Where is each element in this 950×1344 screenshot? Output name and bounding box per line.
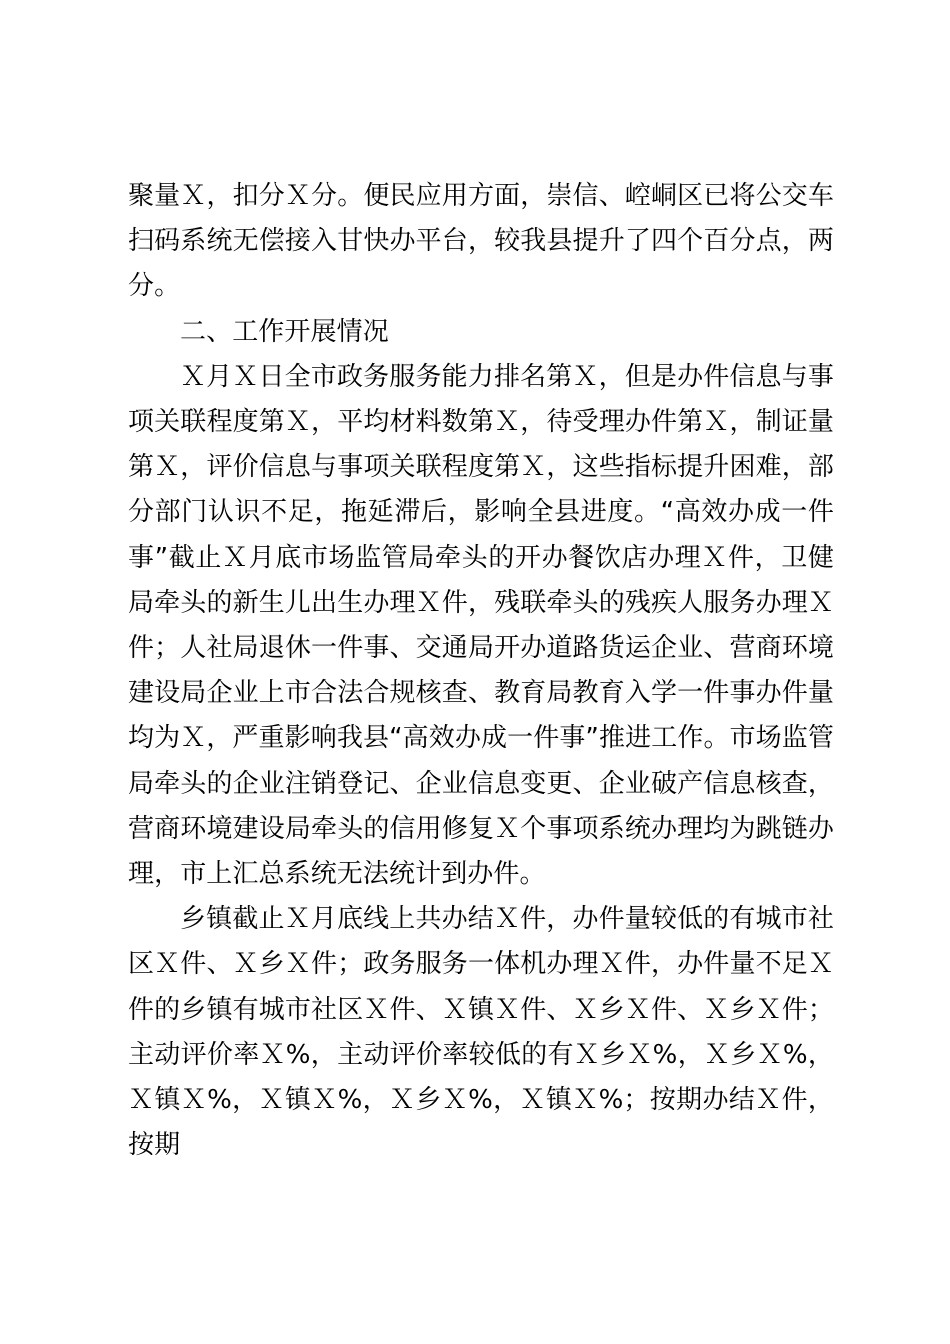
paragraph-work-status: Ｘ月Ｘ日全市政务服务能力排名第Ｘ，但是办件信息与事项关联程度第Ｘ，平均材料数第Ｘ，待受理办件第Ｘ，制证量第Ｘ，评价信息与事项关联程度第Ｘ，这些指标提升困难，部分部门认识不足，拖延滞后，影响全县进度。“高效办成一件事”截止Ｘ月底市场监管局牵头的开办餐饮店办理Ｘ件，卫健局牵头的新生儿出生办理Ｘ件，残联牵头的残疾人服务办理Ｘ件；人社局退休一件事、交通局开办道路货运企业、营商环境建设局企业上市合法合规核查、教育局教育入学一件事办件量均为Ｘ，严重影响我县“高效办成一件事”推进工作。市场监管局牵头的企业注销登记、企业信息变更、企业破产信息核查，营商环境建设局牵头的信用修复Ｘ个事项系统办理均为跳链办理，市上汇总系统无法统计到办件。 <box>128 361 834 890</box>
paragraph-continued: 聚量Ｘ，扣分Ｘ分。便民应用方面，崇信、崆峒区已将公交车扫码系统无偿接入甘快办平台，较我县提升了四个百分点，两分。 <box>128 181 834 302</box>
paragraph-township-status: 乡镇截止Ｘ月底线上共办结Ｘ件，办件量较低的有城市社区Ｘ件、Ｘ乡Ｘ件；政务服务一体机办理Ｘ件，办件量不足Ｘ件的乡镇有城市社区Ｘ件、Ｘ镇Ｘ件、Ｘ乡Ｘ件、Ｘ乡Ｘ件；主动评价率Ｘ%，主动评价率较低的有Ｘ乡Ｘ%，Ｘ乡Ｘ%，Ｘ镇Ｘ%，Ｘ镇Ｘ%，Ｘ乡Ｘ%，Ｘ镇Ｘ%；按期办结Ｘ件，按期 <box>128 904 834 1161</box>
document-body <box>128 174 834 1168</box>
section-heading: 二、工作开展情况 <box>180 316 389 347</box>
